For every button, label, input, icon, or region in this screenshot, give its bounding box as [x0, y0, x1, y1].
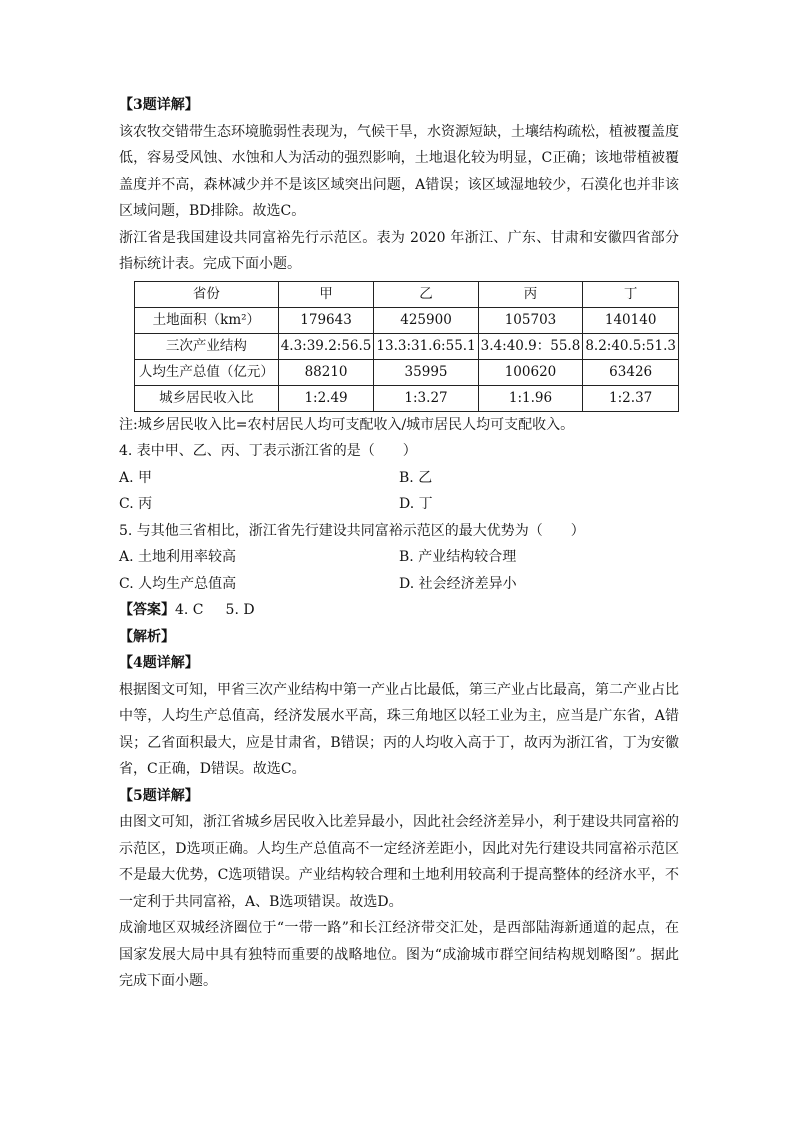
question-5-options-row-2	[119, 571, 679, 598]
q4-detail-heading: 【4题详解】	[119, 655, 199, 671]
table-header-cell: 甲	[278, 281, 374, 307]
table-cell: 179643	[278, 307, 374, 333]
passage-intro: 浙江省是我国建设共同富裕先行示范区。表为 2020 年浙江、广东、甘肃和安徽四省部分指标统计表。完成下面小题。	[119, 229, 679, 272]
question-4-stem: 4. 表中甲、乙、丙、丁表示浙江省的是（ ）	[119, 443, 417, 459]
table-row	[135, 385, 679, 411]
table-cell: 13.3:31.6:55.1	[374, 333, 478, 359]
analysis-heading: 【解析】	[119, 628, 175, 645]
option-b: B. 乙	[399, 469, 433, 486]
table-row	[135, 359, 679, 385]
q5-detail-heading: 【5题详解】	[119, 787, 199, 804]
option-a: A. 土地利用率较高	[119, 549, 237, 565]
question-5-stem: 5. 与其他三省相比，浙江省先行建设共同富裕示范区的最大优势为（ ）	[119, 522, 585, 539]
answer-4: 4. C	[175, 602, 204, 618]
table-header-cell: 省份	[135, 281, 279, 307]
q5-detail-body: 由图文可知，浙江省城乡居民收入比差异最小，因此社会经济差异小，利于建设共同富裕的示范区，D选项正确。人均生产总值高不一定经济差距小，因此对先行建设共同富裕示范区不是最大优势，C选项错误。产业结构较合理和土地利用较高利于提高整体的经济水平，不一定利于共同富裕，A、B选项错误。故选D。	[119, 814, 679, 910]
statistics-table	[134, 281, 679, 412]
table-cell: 1:1.96	[478, 385, 583, 411]
table-cell: 人均生产总值（亿元）	[135, 359, 279, 385]
table-note: 注:城乡居民收入比=农村居民人均可支配收入/城市居民人均可支配收入。	[119, 416, 575, 433]
table-cell: 140140	[583, 307, 679, 333]
table-cell: 63426	[583, 359, 679, 385]
q4-detail-body: 根据图文可知，甲省三次产业结构中第一产业占比最低，第三产业占比最高，第二产业占比中等，人均生产总值高，经济发展水平高，珠三角地区以轻工业为主，应当是广东省，A错误；乙省面积最大，应是甘肃省，B错误；丙的人均收入高于丁，故丙为浙江省，丁为安徽省，C正确，D错误。故选C。	[119, 681, 679, 777]
table-cell: 3.4:40.9：55.8	[478, 333, 583, 359]
answer-5: 5. D	[225, 602, 255, 618]
answer-line	[119, 597, 679, 624]
table-row	[135, 333, 679, 359]
option-d: D. 社会经济差异小	[399, 575, 517, 592]
table-cell: 1:2.49	[278, 385, 374, 411]
table-cell: 城乡居民收入比	[135, 385, 279, 411]
question-5-options-row-1	[119, 544, 679, 571]
table-cell: 1:3.27	[374, 385, 478, 411]
table-cell: 425900	[374, 307, 478, 333]
table-cell: 土地面积（km²）	[135, 307, 279, 333]
table-header-cell: 丁	[583, 281, 679, 307]
next-passage-intro: 成渝地区双城经济圈位于“一带一路”和长江经济带交汇处，是西部陆海新通道的起点，在国家发展大局中具有独特而重要的战略地位。图为“成渝城市群空间结构规划略图”。据此完成下面小题。	[119, 920, 679, 989]
option-b: B. 产业结构较合理	[399, 549, 517, 565]
table-cell: 4.3:39.2:56.5	[278, 333, 374, 359]
table-cell: 88210	[278, 359, 374, 385]
table-header-cell: 丙	[478, 281, 583, 307]
q3-detail-heading: 【3题详解】	[119, 97, 199, 113]
table-header-row	[135, 281, 679, 307]
table-cell: 三次产业结构	[135, 333, 279, 359]
table-cell: 35995	[374, 359, 478, 385]
document-page	[119, 92, 679, 995]
question-4-options-row-1	[119, 465, 679, 492]
option-c: C. 人均生产总值高	[119, 575, 237, 592]
table-cell: 1:2.37	[583, 385, 679, 411]
question-4-options-row-2	[119, 491, 679, 518]
table-row	[135, 307, 679, 333]
table-header-cell: 乙	[374, 281, 478, 307]
table-cell: 8.2:40.5:51.3	[583, 333, 679, 359]
option-a: A. 甲	[119, 469, 153, 486]
option-c: C. 丙	[119, 496, 153, 512]
table-cell: 105703	[478, 307, 583, 333]
q3-detail-body: 该农牧交错带生态环境脆弱性表现为，气候干旱，水资源短缺，土壤结构疏松，植被覆盖度低，容易受风蚀、水蚀和人为活动的强烈影响，土地退化较为明显，C正确；该地带植被覆盖度并不高，森林减少并不是该区域突出问题，A错误；该区域湿地较少，石漠化也并非该区域问题，BD排除。故选C。	[119, 123, 679, 219]
table-cell: 100620	[478, 359, 583, 385]
answer-label: 【答案】	[119, 602, 175, 618]
option-d: D. 丁	[399, 496, 433, 512]
